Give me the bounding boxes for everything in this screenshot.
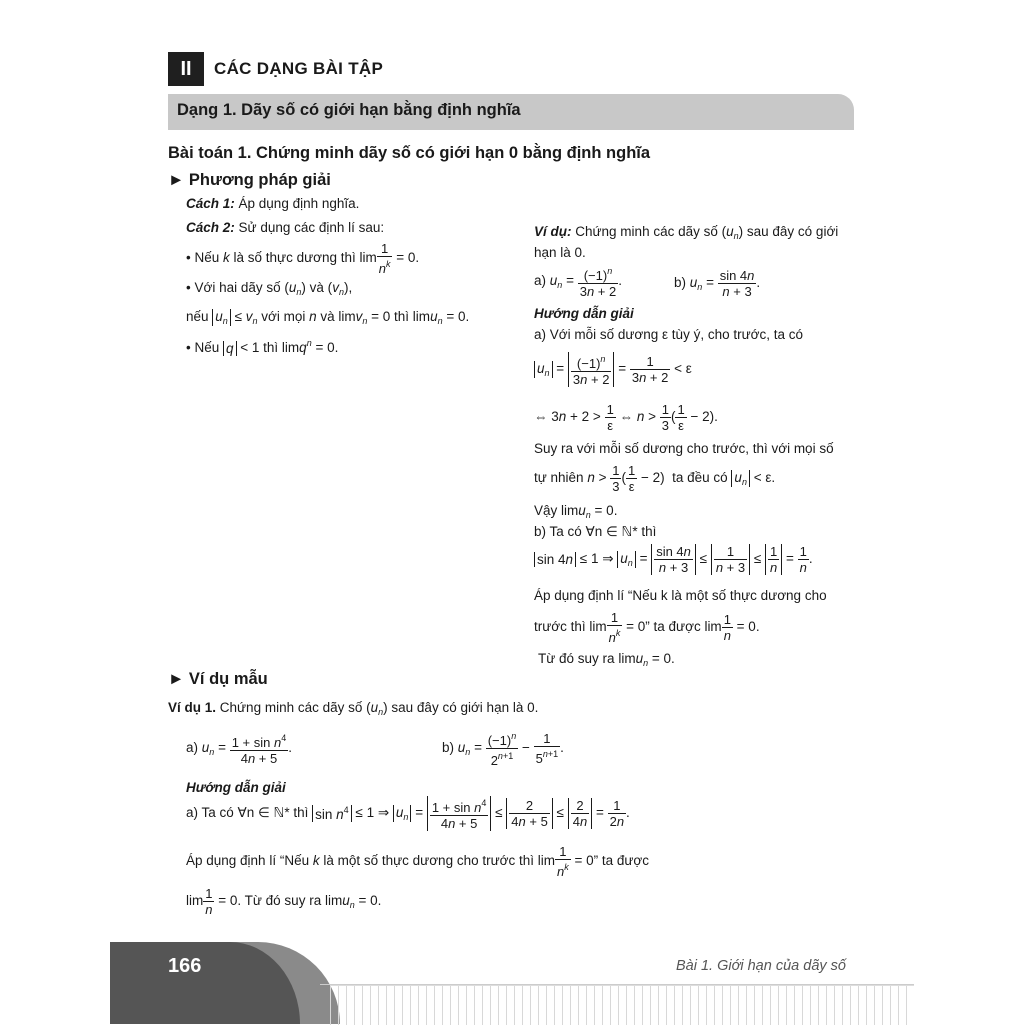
hd-right-ineq1: $u_n$ = $\frac{(-1)^n}{3n + 2}$ = $\frac{1}{3n + 2}$ < ε [534,352,692,387]
hd-title-mau: Hướng dẫn giải [186,780,286,795]
cach2-line: Cách 2: Sử dụng các định lí sau: [186,220,385,235]
vi-du-1-b: b) $u_n$ = $\frac{(-1)^n}{2^{n+1}}$ − $\frac{1}{5^{n+1}}$ . [442,731,564,768]
hd-mau-line-a: a) Ta có ∀n ∈ ℕ* thì $\sin n^4 \le 1$ ⇒ $u_n$ = $\frac{1 + \sin n^4}{4n + 5}$ ≤ $\frac{2}{4n + 5}$ ≤ $\frac{2}{4n}$ = $\frac{1}{2n}$ . [186,798,630,831]
hd-mau-final: lim $\frac{1}{n}$ = 0. Từ đó suy ra limu$_n$ = 0. [186,886,382,917]
chapter-title: Bài 1. Giới hạn của dãy số [676,958,846,974]
bullet-3: • Nếu q < 1 thì limq$^n$ = 0. [186,338,339,356]
section-number-badge: II [168,52,204,86]
hd-right-tu-nhien: tự nhiên n > $\frac{1}{3}$ ( $\frac{1}{\varepsilon}$ − 2) ta đều có $u_n < \varepsilon$. [534,463,776,494]
fraction: $\frac{1}{n^k}$ [378,241,391,276]
hd-right-line-b: b) Ta có ∀n ∈ ℕ* thì [534,524,657,539]
bullet-2-line2: nếu $u_n \le v_n$ với mọi n và limv$_n$ = 0 thì limu$_n$ = 0. [186,309,470,327]
cach1-line: Cách 1: Áp dụng định nghĩa. [186,196,360,211]
section-title: CÁC DẠNG BÀI TẬP [214,59,384,78]
page-number: 166 [168,955,202,977]
vi-du-1-line: Ví dụ 1. Chứng minh các dãy số $(u_n)$ sau đây có giới hạn là 0. [168,700,539,717]
hd-right-ap-dung1: Áp dụng định lí “Nếu k là một số thực dương cho [534,588,827,603]
hd-right-tu-do: Từ đó suy ra limu$_n$ = 0. [538,651,675,668]
bullet-2: • Với hai dãy số $(u_n)$ và $(v_n)$, [186,280,353,297]
phuong-phap-heading: ► Phương pháp giải [168,171,331,189]
hd-title-right: Hướng dẫn giải [534,306,634,321]
bai-toan-title: Bài toán 1. Chứng minh dãy số có giới hạn 0 bằng định nghĩa [168,144,651,162]
vi-du-1-a: a) $u_n$ = $\frac{1 + \sin n^4}{4n + 5}$ . [186,733,292,766]
bullet-1: • Nếu k là số thực dương thì lim $\frac{1}{n^k}$ = 0. [186,241,420,276]
vi-du-mau-heading: ► Ví dụ mẫu [168,670,268,688]
vi-du-right-b: b) $u_n$ = $\frac{\sin 4n}{n + 3}$ . [674,268,761,299]
hd-right-ap-dung2: trước thì lim $\frac{1}{n^k}$ = 0” ta được lim $\frac{1}{n}$ = 0. [534,610,760,645]
footer-grid-pattern [330,985,914,1025]
vi-du-right-a: a) $u_n$ = $\frac{(-1)^n}{3n + 2}$ . [534,266,622,299]
vi-du-right-line1: Ví dụ: Chứng minh các dãy số $(u_n)$ sau đây có giới [534,224,839,241]
hd-right-vay: Vậy limu$_n$ = 0. [534,503,618,520]
dang-title: Dạng 1. Dãy số có giới hạn bằng định nghĩa [177,101,521,119]
hd-right-ineq3: sin 4n ≤ 1 ⇒ $u_n$ = $\frac{\sin 4n}{n + 3}$ ≤ $\frac{1}{n + 3}$ ≤ $\frac{1}{n}$ = $\frac{1}{n}$ . [534,544,813,575]
hd-right-ineq2: ⇔ 3n + 2 > $\frac{1}{\varepsilon}$ ⇔ n > $\frac{1}{3}$ ( $\frac{1}{\varepsilon}$ − 2). [534,402,718,433]
hd-right-line-a: a) Với mỗi số dương ε tùy ý, cho trước, ta có [534,327,803,342]
vi-du-right-line2: hạn là 0. [534,245,586,260]
hd-right-suy-ra: Suy ra với mỗi số dương cho trước, thì với mọi số [534,441,834,456]
hd-mau-ap-dung: Áp dụng định lí “Nếu k là một số thực dương cho trước thì lim $\frac{1}{n^k}$ = 0” ta được [186,844,650,879]
